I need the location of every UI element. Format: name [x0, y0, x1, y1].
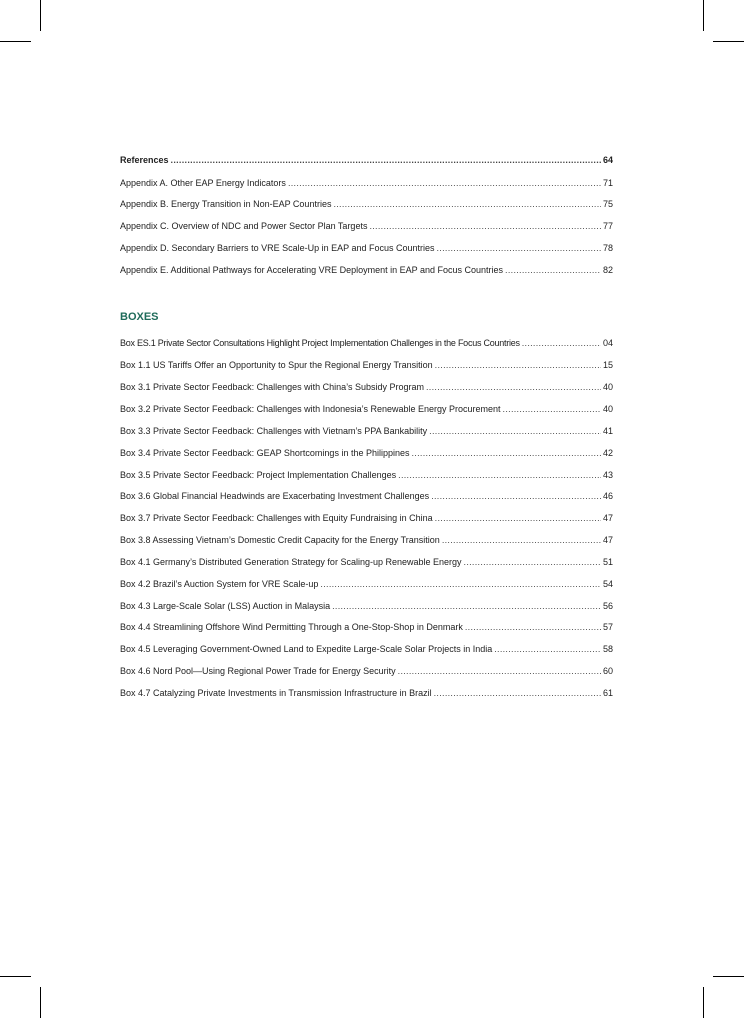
toc-entry-page: 78 — [602, 243, 613, 253]
toc-entry-box-4-5[interactable] — [120, 642, 613, 656]
toc-entry-title: Box ES.1 Private Sector Consultations Highlight Project Implementation Challenges in the Focus Countries — [120, 338, 520, 348]
dot-leader — [320, 577, 601, 591]
dot-leader — [522, 336, 601, 350]
toc-entry-page: 40 — [602, 382, 613, 392]
toc-entry-title: Box 3.4 Private Sector Feedback: GEAP Shortcomings in the Philippines — [120, 448, 410, 458]
toc-entry-title: Appendix D. Secondary Barriers to VRE Scale-Up in EAP and Focus Countries — [120, 243, 435, 253]
toc-entry-title: Appendix B. Energy Transition in Non-EAP Countries — [120, 199, 332, 209]
toc-entry-box-1-1[interactable] — [120, 358, 613, 372]
dot-leader — [505, 263, 601, 277]
toc-entry-page: 57 — [602, 622, 613, 632]
toc-entry-box-3-3[interactable] — [120, 424, 613, 438]
crop-mark-top-left-vertical — [40, 0, 41, 31]
crop-mark-bottom-right-horizontal — [713, 976, 744, 977]
toc-entry-box-3-5[interactable] — [120, 468, 613, 482]
dot-leader — [369, 219, 601, 233]
dot-leader — [442, 533, 601, 547]
toc-entry-page: 42 — [602, 448, 613, 458]
dot-leader — [332, 599, 601, 613]
toc-entry-title: References — [120, 155, 169, 165]
toc-entry-page: 60 — [602, 666, 613, 676]
toc-entry-box-4-3[interactable] — [120, 599, 613, 613]
toc-entry-title: Appendix C. Overview of NDC and Power Sector Plan Targets — [120, 221, 368, 231]
crop-mark-top-right-vertical — [703, 0, 704, 31]
toc-entry-page: 75 — [602, 199, 613, 209]
toc-entry-title: Box 3.3 Private Sector Feedback: Challenges with Vietnam’s PPA Bankability — [120, 426, 428, 436]
dot-leader — [465, 620, 601, 634]
toc-entry-page: 43 — [602, 470, 613, 480]
toc-entry-page: 46 — [602, 491, 613, 501]
dot-leader — [435, 358, 601, 372]
toc-entry-box-4-6[interactable] — [120, 664, 613, 678]
dot-leader — [398, 468, 601, 482]
toc-entry-page: 47 — [602, 513, 613, 523]
boxes-heading: BOXES — [120, 311, 159, 323]
crop-mark-top-right-horizontal — [713, 41, 744, 42]
toc-entry-title: Box 4.2 Brazil’s Auction System for VRE Scale-up — [120, 579, 319, 589]
dot-leader — [494, 642, 601, 656]
toc-entry-title: Box 3.6 Global Financial Headwinds are Exacerbating Investment Challenges — [120, 491, 430, 501]
dot-leader — [464, 555, 601, 569]
dot-leader — [434, 686, 601, 700]
toc-entry-page: 64 — [602, 155, 613, 165]
toc-entry-title: Box 4.6 Nord Pool—Using Regional Power Trade for Energy Security — [120, 666, 396, 676]
dot-leader — [503, 402, 601, 416]
toc-entry-appendix-c[interactable] — [120, 219, 613, 233]
dot-leader — [288, 176, 601, 190]
toc-entry-title: Box 3.5 Private Sector Feedback: Project Implementation Challenges — [120, 470, 397, 480]
crop-mark-bottom-left-horizontal — [0, 976, 31, 977]
toc-entry-box-3-2[interactable] — [120, 402, 613, 416]
toc-entry-box-3-7[interactable] — [120, 511, 613, 525]
toc-entry-title: Box 4.5 Leveraging Government-Owned Land to Expedite Large-Scale Solar Projects in India — [120, 644, 493, 654]
toc-entry-box-4-4[interactable] — [120, 620, 613, 634]
toc-entry-page: 04 — [602, 338, 613, 348]
toc-entry-box-4-2[interactable] — [120, 577, 613, 591]
dot-leader — [333, 197, 601, 211]
crop-mark-bottom-left-vertical — [40, 987, 41, 1018]
toc-entry-box-3-6[interactable] — [120, 489, 613, 503]
toc-entry-title: Box 3.1 Private Sector Feedback: Challenges with China’s Subsidy Program — [120, 382, 424, 392]
toc-entry-box-3-4[interactable] — [120, 446, 613, 460]
dot-leader — [426, 380, 601, 394]
dot-leader — [171, 153, 601, 167]
toc-entry-box-4-7[interactable] — [120, 686, 613, 700]
toc-entry-title: Box 1.1 US Tariffs Offer an Opportunity to Spur the Regional Energy Transition — [120, 360, 433, 370]
toc-entry-box-3-8[interactable] — [120, 533, 613, 547]
toc-entry-page: 58 — [602, 644, 613, 654]
toc-entry-page: 54 — [602, 579, 613, 589]
dot-leader — [412, 446, 601, 460]
toc-entry-page: 77 — [602, 221, 613, 231]
toc-entry-title: Box 4.7 Catalyzing Private Investments in Transmission Infrastructure in Brazil — [120, 688, 432, 698]
toc-entry-page: 56 — [602, 601, 613, 611]
toc-entry-appendix-e[interactable] — [120, 263, 613, 277]
crop-mark-top-left-horizontal — [0, 41, 31, 42]
toc-entry-title: Box 3.8 Assessing Vietnam’s Domestic Credit Capacity for the Energy Transition — [120, 535, 440, 545]
toc-entry-title: Box 3.2 Private Sector Feedback: Challenges with Indonesia’s Renewable Energy Procurement — [120, 404, 501, 414]
toc-entry-appendix-b[interactable] — [120, 197, 613, 211]
toc-entry-appendix-d[interactable] — [120, 241, 613, 255]
toc-entry-page: 40 — [602, 404, 613, 414]
toc-entry-box-3-1[interactable] — [120, 380, 613, 394]
toc-entry-page: 61 — [602, 688, 613, 698]
toc-entry-box-es1[interactable] — [120, 336, 613, 350]
toc-entry-page: 51 — [602, 557, 613, 567]
toc-entry-references[interactable] — [120, 153, 613, 167]
toc-entry-page: 71 — [602, 178, 613, 188]
crop-mark-bottom-right-vertical — [703, 987, 704, 1018]
toc-entry-box-4-1[interactable] — [120, 555, 613, 569]
toc-entry-page: 41 — [602, 426, 613, 436]
toc-entry-title: Box 4.1 Germany’s Distributed Generation Strategy for Scaling-up Renewable Energy — [120, 557, 462, 567]
dot-leader — [431, 489, 601, 503]
dot-leader — [435, 511, 601, 525]
toc-entry-page: 82 — [602, 265, 613, 275]
dot-leader — [429, 424, 601, 438]
toc-entry-title: Box 4.3 Large-Scale Solar (LSS) Auction in Malaysia — [120, 601, 331, 611]
toc-entry-appendix-a[interactable] — [120, 176, 613, 190]
dot-leader — [437, 241, 601, 255]
toc-entry-title: Box 3.7 Private Sector Feedback: Challenges with Equity Fundraising in China — [120, 513, 433, 523]
toc-entry-page: 15 — [602, 360, 613, 370]
dot-leader — [398, 664, 601, 678]
toc-entry-title: Appendix A. Other EAP Energy Indicators — [120, 178, 286, 188]
toc-entry-page: 47 — [602, 535, 613, 545]
toc-entry-title: Appendix E. Additional Pathways for Accelerating VRE Deployment in EAP and Focus Countries — [120, 265, 504, 275]
toc-entry-title: Box 4.4 Streamlining Offshore Wind Permitting Through a One-Stop-Shop in Denmark — [120, 622, 463, 632]
